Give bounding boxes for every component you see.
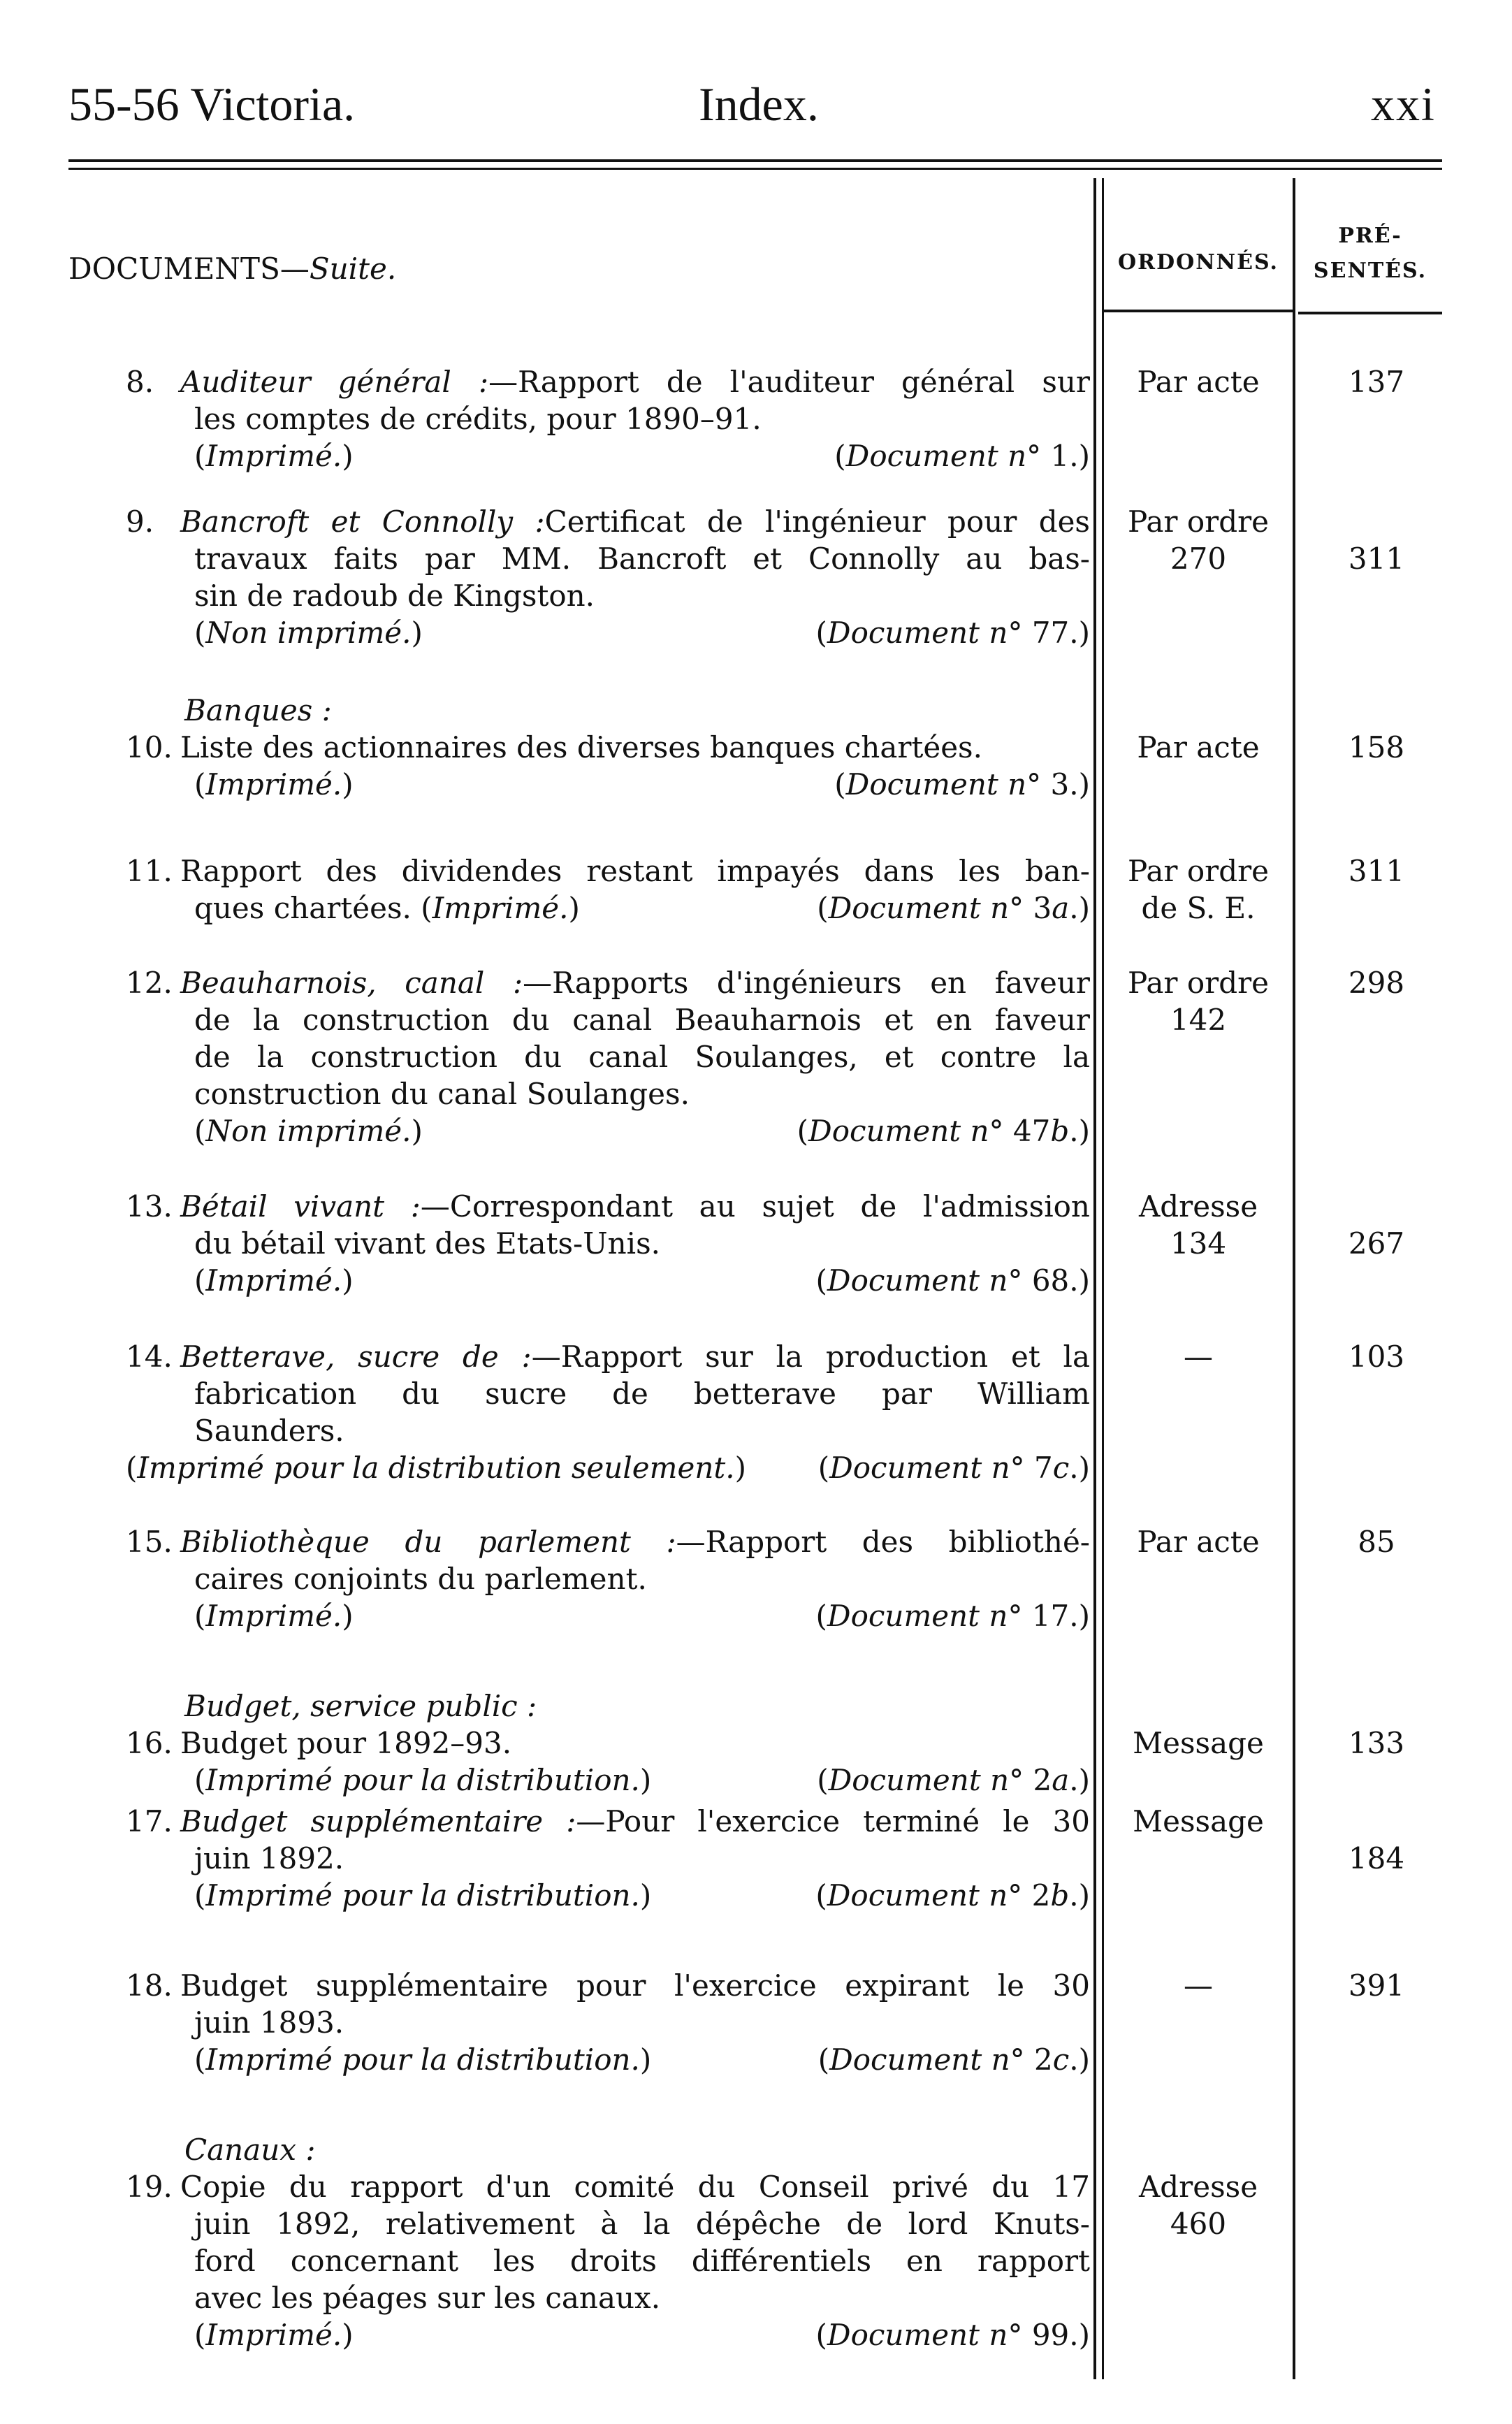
- entry-presentes: 391: [1348, 1968, 1405, 2003]
- header-page-number: xxi: [1371, 78, 1436, 131]
- entry-ordonnes: [1111, 852, 1286, 927]
- column-header-presentes-1: PRÉ-: [1338, 224, 1402, 248]
- header-title: Index.: [699, 78, 819, 131]
- ordonnes-value: Par acte: [1137, 365, 1260, 399]
- ordonnes-value: Message: [1133, 1804, 1264, 1838]
- entry-line: juin 1893.: [194, 2005, 344, 2040]
- entry-presentes: 298: [1348, 966, 1405, 1000]
- entry-text: [126, 1967, 1090, 2078]
- column-header-ordonnes: ORDONNÉS.: [1118, 250, 1279, 275]
- entry-document-line: ques chartées. (Imprimé.) (Document n° 3a.): [194, 891, 1090, 925]
- entry-presentes: 311: [1348, 854, 1405, 888]
- entry-first-line: 12. Beauharnois, canal :—Rapports d'ingénieurs en faveur: [126, 966, 1090, 1000]
- header-rule-bottom: [68, 168, 1442, 170]
- entry-document-line: (Imprimé.) (Document n° 17.): [194, 1599, 1090, 1633]
- section-heading: [68, 252, 396, 286]
- entry-document-line: (Non imprimé.) (Document n° 77.): [194, 616, 1090, 650]
- entry-line: les comptes de crédits, pour 1890–91.: [194, 402, 762, 436]
- entry-ordonnes: [1111, 1725, 1286, 1762]
- entry-line: caires conjoints du parlement.: [194, 1562, 647, 1596]
- entry-line: construction du canal Soulanges.: [194, 1077, 690, 1111]
- entry-presentes: 133: [1348, 1726, 1405, 1760]
- presentes-underline: [1298, 312, 1442, 314]
- entry-document-line: (Imprimé pour la distribution.) (Document n° 2b.): [194, 1878, 1090, 1913]
- entry-text: [126, 852, 1090, 927]
- column-divider-1b: [1102, 178, 1104, 2379]
- entry-ordonnes: [1111, 1338, 1286, 1375]
- entry-presentes: 85: [1358, 1525, 1395, 1559]
- ordonnes-value: de S. E.: [1141, 891, 1256, 925]
- entry-ordonnes: [1111, 1803, 1286, 1840]
- entry-first-line: 14. Betterave, sucre de :—Rapport sur la production et la: [126, 1340, 1090, 1374]
- column-divider-1: [1093, 178, 1096, 2379]
- entry-text: [126, 1803, 1090, 1914]
- ordonnes-value: Par ordre: [1127, 505, 1270, 539]
- ordonnes-value: Message: [1133, 1726, 1264, 1760]
- column-header-presentes-2: SENTÉS.: [1313, 259, 1427, 283]
- entry-first-line: 15. Bibliothèque du parlement :—Rapport des bibliothé-: [126, 1525, 1090, 1559]
- entry-text: [126, 2131, 1090, 2353]
- entry-presentes: 103: [1348, 1340, 1405, 1374]
- ordonnes-value: 270: [1170, 542, 1227, 576]
- ordonnes-value: Adresse: [1138, 2170, 1258, 2204]
- entry-line: avec les péages sur les canaux.: [194, 2281, 661, 2315]
- ordonnes-value: Par ordre: [1127, 854, 1270, 888]
- entry-line: sin de radoub de Kingston.: [194, 579, 595, 613]
- entry-ordonnes: [1111, 503, 1286, 577]
- entry-line: ford concernant les droits différentiels en rapport: [194, 2244, 1090, 2278]
- ordonnes-value: Adresse: [1138, 1189, 1258, 1224]
- entry-document-line: (Non imprimé.) (Document n° 47b.): [194, 1114, 1090, 1148]
- entry-line: de la construction du canal Soulanges, et contre la: [194, 1040, 1090, 1074]
- entry-presentes: 267: [1348, 1226, 1405, 1261]
- ordonnes-value: Par acte: [1137, 1525, 1260, 1559]
- entry-presentes: 137: [1348, 365, 1405, 399]
- entry-text: [126, 1688, 1090, 1799]
- entry-document-line: (Imprimé pour la distribution.) (Document n° 2c.): [194, 2042, 1090, 2077]
- entry-first-line: 16. Budget pour 1892–93.: [126, 1726, 512, 1760]
- entry-ordonnes: [1111, 1523, 1286, 1560]
- entry-document-line: (Imprimé.) (Document n° 99.): [194, 2318, 1090, 2352]
- entry-line: juin 1892.: [194, 1841, 344, 1875]
- entry-ordonnes: [1111, 729, 1286, 766]
- entry-line: juin 1892, relativement à la dépêche de lord Knuts-: [194, 2207, 1090, 2241]
- entry-first-line: 9. Bancroft et Connolly :Certificat de l'ingénieur pour des: [126, 505, 1090, 539]
- entry-subheading: Canaux :: [184, 2133, 316, 2167]
- entry-subheading: Banques :: [184, 693, 332, 727]
- entry-line: travaux faits par MM. Bancroft et Connolly au bas-: [194, 542, 1090, 576]
- entry-document-line: (Imprimé.) (Document n° 3.): [194, 767, 1090, 801]
- entry-line: fabrication du sucre de betterave par William: [194, 1377, 1090, 1411]
- entry-subheading: Budget, service public :: [184, 1689, 537, 1723]
- entry-line: de la construction du canal Beauharnois et en faveur: [194, 1003, 1090, 1037]
- entry-first-line: 13. Bétail vivant :—Correspondant au sujet de l'admission: [126, 1189, 1090, 1224]
- section-suffix: Suite.: [309, 252, 397, 286]
- entry-text: [126, 1188, 1090, 1299]
- entry-text: [126, 1523, 1090, 1634]
- header-session: 55-56 Victoria.: [68, 78, 356, 131]
- entry-text: [126, 363, 1090, 474]
- entry-ordonnes: [1111, 2168, 1286, 2242]
- ordonnes-value: —: [1184, 1968, 1213, 2003]
- ordonnes-value: 134: [1170, 1226, 1227, 1261]
- ordonnes-value: Par acte: [1137, 730, 1260, 764]
- entry-text: [126, 964, 1090, 1149]
- column-divider-2: [1293, 178, 1295, 2379]
- entry-ordonnes: [1111, 1967, 1286, 2004]
- ordonnes-value: 142: [1170, 1003, 1227, 1037]
- entry-text: [126, 692, 1090, 803]
- ordonnes-value: Par ordre: [1127, 966, 1270, 1000]
- entry-presentes: 311: [1348, 542, 1405, 576]
- entry-first-line: 19. Copie du rapport d'un comité du Conseil privé du 17: [126, 2170, 1090, 2204]
- ordonnes-value: —: [1184, 1340, 1213, 1374]
- entry-ordonnes: [1111, 363, 1286, 400]
- entry-document-line: (Imprimé pour la distribution seulement.) (Document n° 7c.): [126, 1451, 1090, 1485]
- entry-first-line: 11. Rapport des dividendes restant impayés dans les ban-: [126, 854, 1090, 888]
- ordonnes-underline: [1104, 310, 1293, 312]
- entry-first-line: 8. Auditeur général :—Rapport de l'auditeur général sur: [126, 365, 1090, 399]
- entry-ordonnes: [1111, 1188, 1286, 1262]
- header-rule-top: [68, 159, 1442, 162]
- entry-first-line: 17. Budget supplémentaire :—Pour l'exercice terminé le 30: [126, 1804, 1090, 1838]
- entry-text: [126, 1338, 1090, 1486]
- entry-presentes: 158: [1348, 730, 1405, 764]
- entry-document-line: (Imprimé pour la distribution.) (Document n° 2a.): [194, 1763, 1090, 1797]
- entry-document-line: (Imprimé.) (Document n° 1.): [194, 439, 1090, 473]
- entry-first-line: 10. Liste des actionnaires des diverses banques chartées.: [126, 730, 982, 764]
- section-title: DOCUMENTS—: [68, 252, 310, 286]
- entry-text: [126, 503, 1090, 651]
- entry-line: Saunders.: [194, 1414, 344, 1448]
- entry-presentes: 184: [1348, 1841, 1405, 1875]
- entry-document-line: (Imprimé.) (Document n° 68.): [194, 1263, 1090, 1298]
- entry-line: du bétail vivant des Etats-Unis.: [194, 1226, 660, 1261]
- entry-ordonnes: [1111, 964, 1286, 1038]
- entry-first-line: 18. Budget supplémentaire pour l'exercice expirant le 30: [126, 1968, 1090, 2003]
- ordonnes-value: 460: [1170, 2207, 1227, 2241]
